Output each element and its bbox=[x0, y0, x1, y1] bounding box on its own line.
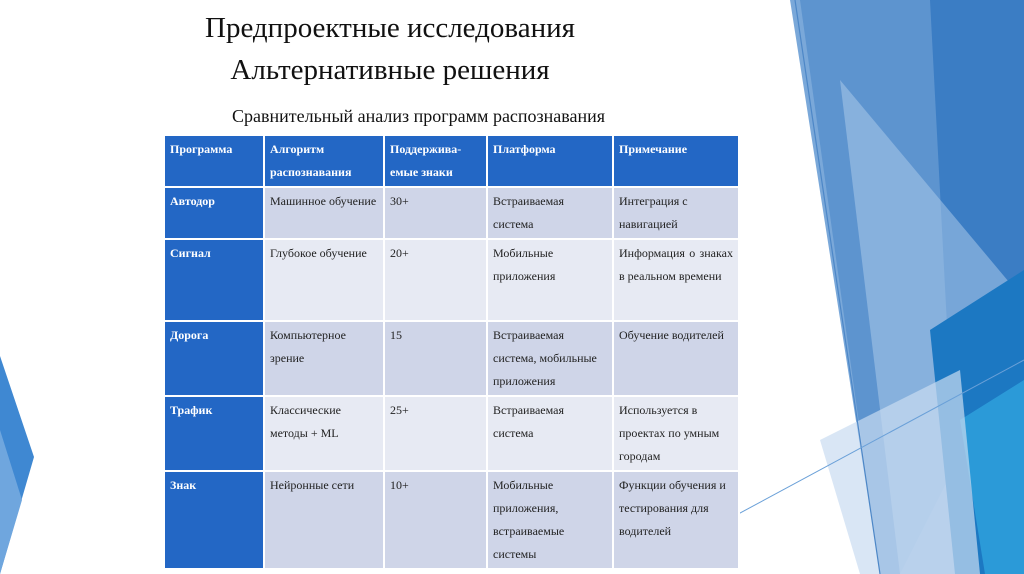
cell-platform: Встраиваемая система bbox=[487, 396, 613, 471]
right-accent-shape bbox=[820, 370, 980, 574]
cell-algorithm: Глубокое обучение bbox=[264, 239, 384, 321]
comparison-table bbox=[163, 134, 740, 570]
header-note: Примечание bbox=[613, 135, 739, 187]
cell-note: Функции обучения и тестирования для водителей bbox=[613, 471, 739, 569]
cell-note: Используется в проектах по умным городам bbox=[613, 396, 739, 471]
cell-algorithm: Компьютерное зрение bbox=[264, 321, 384, 396]
cell-note: Интеграция с навигацией bbox=[613, 187, 739, 239]
cell-supported-signs: 15 bbox=[384, 321, 487, 396]
cell-platform: Мобильные приложения, встраиваемые системы bbox=[487, 471, 613, 569]
header-supported-signs: Поддержива-емые знаки bbox=[384, 135, 487, 187]
table-row bbox=[164, 321, 739, 396]
cell-supported-signs: 10+ bbox=[384, 471, 487, 569]
cell-platform: Встраиваемая система, мобильные приложения bbox=[487, 321, 613, 396]
table-row bbox=[164, 187, 739, 239]
table-row bbox=[164, 239, 739, 321]
slide-title-line-2: Альтернативные решения bbox=[230, 54, 550, 86]
cell-supported-signs: 30+ bbox=[384, 187, 487, 239]
cell-supported-signs: 20+ bbox=[384, 239, 487, 321]
slide-subtitle: Сравнительный анализ программ распознавания bbox=[232, 106, 606, 126]
cell-supported-signs: 25+ bbox=[384, 396, 487, 471]
cell-algorithm: Классические методы + ML bbox=[264, 396, 384, 471]
header-algorithm: Алгоритм распознавания bbox=[264, 135, 384, 187]
table-header-row bbox=[164, 135, 739, 187]
cell-algorithm: Машинное обучение bbox=[264, 187, 384, 239]
table-row bbox=[164, 396, 739, 471]
cell-note: Обучение водителей bbox=[613, 321, 739, 396]
cell-platform: Мобильные приложения bbox=[487, 239, 613, 321]
cell-platform: Встраиваемая система bbox=[487, 187, 613, 239]
slide-title-line-1: Предпроектные исследования bbox=[205, 12, 575, 44]
row-program-name: Дорога bbox=[164, 321, 264, 396]
header-program: Программа bbox=[164, 135, 264, 187]
row-program-name: Сигнал bbox=[164, 239, 264, 321]
row-program-name: Автодор bbox=[164, 187, 264, 239]
row-program-name: Знак bbox=[164, 471, 264, 569]
table-row bbox=[164, 471, 739, 569]
cell-note: Информация о знаках в реальном времени bbox=[613, 239, 739, 321]
row-program-name: Трафик bbox=[164, 396, 264, 471]
cell-algorithm: Нейронные сети bbox=[264, 471, 384, 569]
header-platform: Платформа bbox=[487, 135, 613, 187]
